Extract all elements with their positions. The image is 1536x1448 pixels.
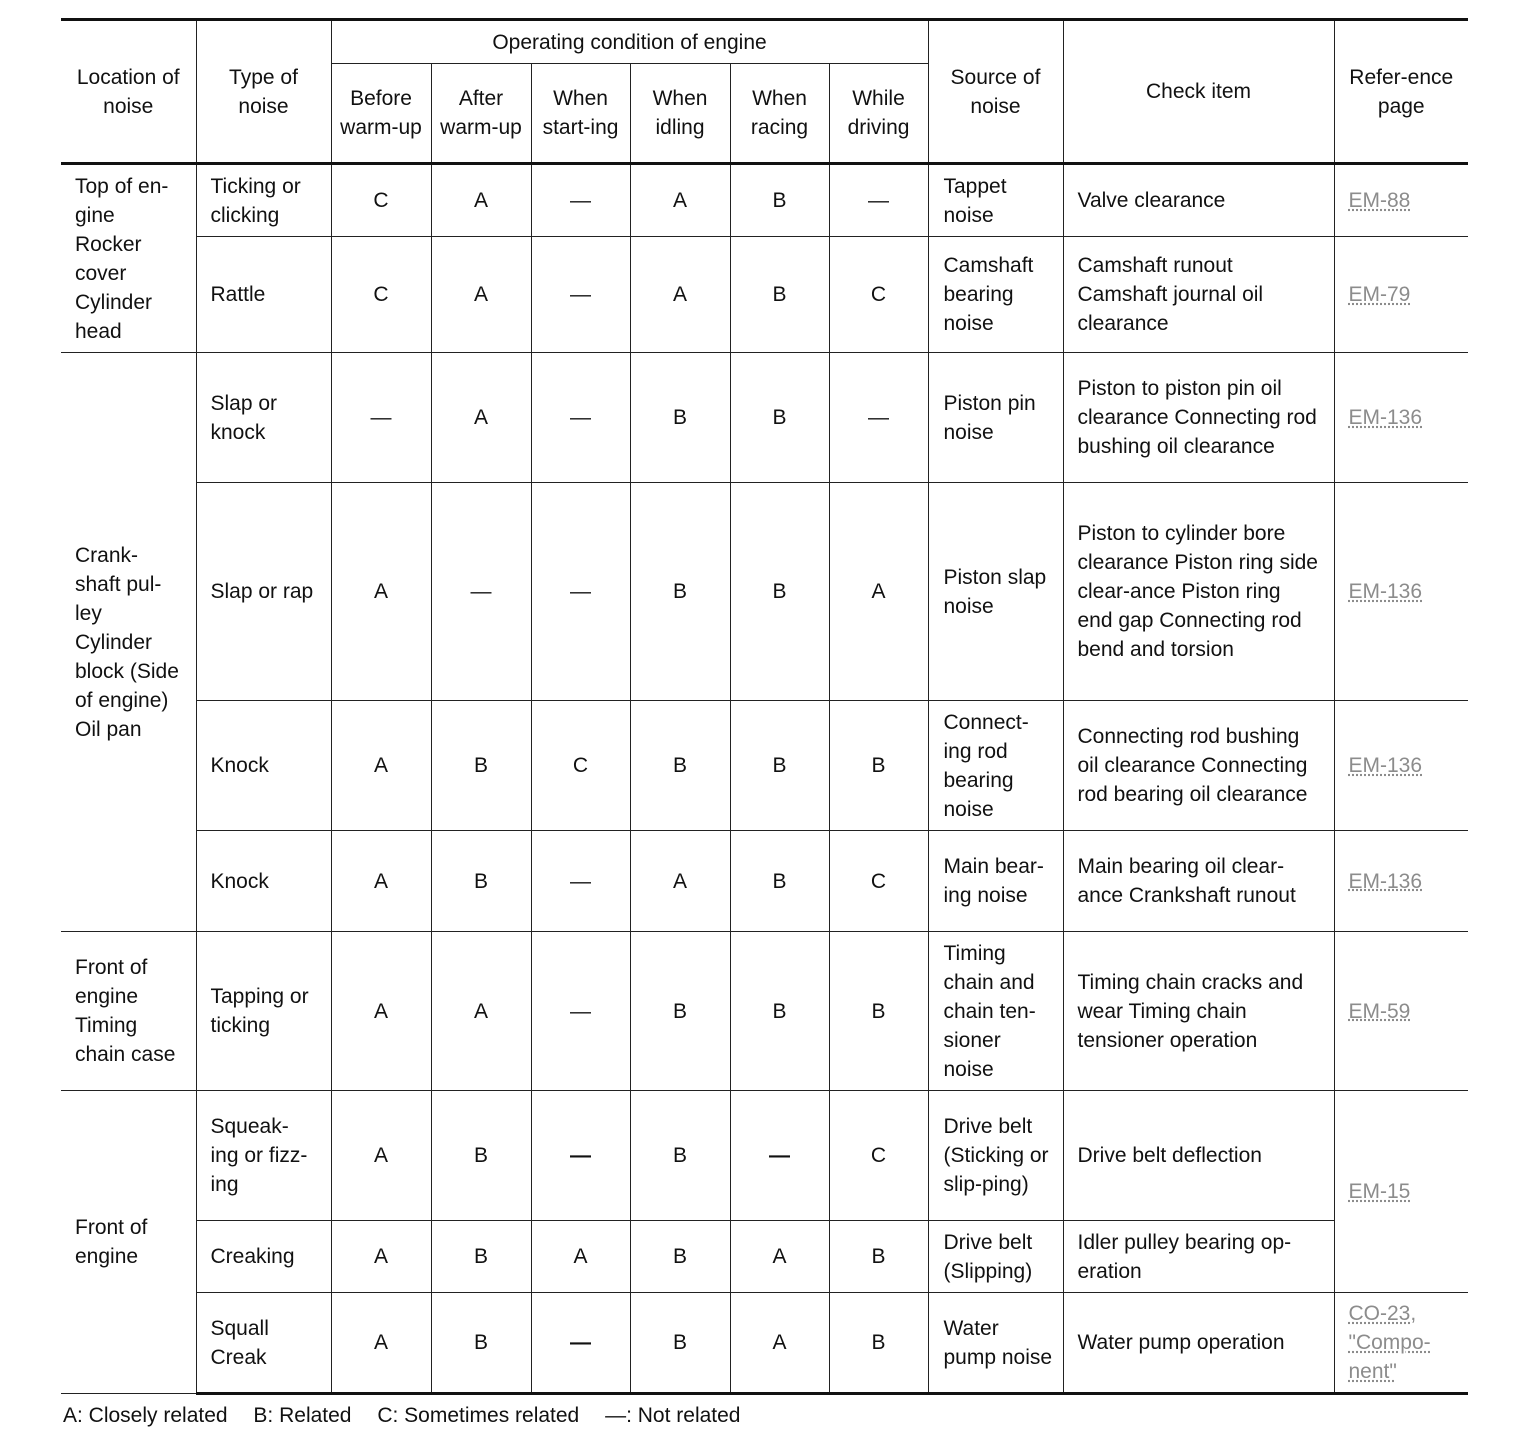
condition-value: B [730,831,829,932]
condition-value: A [331,932,431,1091]
legend-closely-related: A: Closely related [63,1404,228,1427]
table-row [61,353,1468,483]
reference-cell [1334,237,1468,353]
condition-value: C [829,237,928,353]
condition-value: B [630,1293,730,1394]
condition-value: B [829,1221,928,1293]
legend-related: B: Related [253,1404,352,1427]
noise-source-cell: Piston slap noise [928,483,1063,701]
noise-type-cell: Creaking [196,1221,331,1293]
reference-cell [1334,831,1468,932]
reference-link[interactable]: EM-59 [1348,999,1411,1023]
header-cond-after-warmup: After warm-up [431,64,531,164]
condition-value: — [531,932,630,1091]
condition-value: B [829,701,928,831]
table-row [61,1221,1468,1293]
condition-value: — [730,1091,829,1221]
table-row [61,164,1468,237]
condition-value: — [331,353,431,483]
condition-value: B [431,1221,531,1293]
condition-value: A [431,932,531,1091]
condition-value: B [630,483,730,701]
condition-value: B [730,483,829,701]
condition-value: — [531,483,630,701]
table-row [61,483,1468,701]
header-cond-when-idling: When idling [630,64,730,164]
noise-type-cell: Slap or knock [196,353,331,483]
condition-value: A [331,1091,431,1221]
check-item-cell: Water pump operation [1063,1293,1334,1394]
condition-value: B [730,237,829,353]
table-row [61,1091,1468,1221]
noise-type-cell: Knock [196,831,331,932]
noise-source-cell: Camshaft bearing noise [928,237,1063,353]
reference-link[interactable]: CO-23, "Compo-nent" [1348,1302,1431,1383]
noise-type-cell: Tapping or ticking [196,932,331,1091]
condition-value: B [431,701,531,831]
condition-value: A [630,237,730,353]
noise-type-cell: Squall Creak [196,1293,331,1394]
check-item-cell: Drive belt deflection [1063,1091,1334,1221]
reference-link[interactable]: EM-88 [1348,189,1411,212]
condition-value: C [331,164,431,237]
condition-value: A [431,353,531,483]
noise-type-cell: Squeak-ing or fizz-ing [196,1091,331,1221]
table-row [61,701,1468,831]
condition-value: B [730,164,829,237]
noise-type-cell: Knock [196,701,331,831]
legend [63,1402,761,1430]
reference-cell [1334,701,1468,831]
reference-cell [1334,1091,1468,1293]
condition-value: B [630,701,730,831]
condition-value: — [531,353,630,483]
noise-type-cell: Rattle [196,237,331,353]
table-row [61,831,1468,932]
legend-sometimes-related: C: Sometimes related [377,1404,580,1427]
table-row [61,237,1468,353]
condition-value: B [630,932,730,1091]
condition-value: B [431,1293,531,1394]
condition-value: A [531,1221,630,1293]
check-item-cell: Connecting rod bushing oil clearance Connecting rod bearing oil clearance [1063,701,1334,831]
condition-value: — [431,483,531,701]
location-cell: Front of engine [61,1091,196,1394]
check-item-cell: Valve clearance [1063,164,1334,237]
header-source: Source of noise [928,20,1063,164]
condition-value: A [331,483,431,701]
legend-not-related: —: Not related [605,1404,741,1427]
location-cell: Front of engine Timing chain case [61,932,196,1091]
reference-link[interactable]: EM-79 [1348,283,1411,306]
reference-cell [1334,483,1468,701]
condition-value: B [431,831,531,932]
reference-link[interactable]: EM-136 [1348,754,1423,777]
condition-value: A [431,237,531,353]
noise-source-cell: Drive belt (Slipping) [928,1221,1063,1293]
condition-value: A [730,1293,829,1394]
noise-type-cell: Ticking or clicking [196,164,331,237]
condition-value: C [531,701,630,831]
noise-source-cell: Drive belt (Sticking or slip-ping) [928,1091,1063,1221]
condition-value: A [331,1293,431,1394]
check-item-cell: Camshaft runout Camshaft journal oil clearance [1063,237,1334,353]
noise-source-cell: Water pump noise [928,1293,1063,1394]
header-cond-while-driving: While driving [829,64,928,164]
condition-value: B [630,353,730,483]
location-cell: Crank-shaft pul-ley Cylinder block (Side of engine) Oil pan [61,353,196,932]
header-operating-condition: Operating condition of engine [331,20,928,64]
check-item-cell: Main bearing oil clear-ance Crankshaft runout [1063,831,1334,932]
condition-value: B [829,932,928,1091]
condition-value: B [630,1221,730,1293]
condition-value: A [730,1221,829,1293]
noise-source-cell: Tappet noise [928,164,1063,237]
noise-type-cell: Slap or rap [196,483,331,701]
reference-cell [1334,164,1468,237]
condition-value: — [531,831,630,932]
condition-value: — [531,164,630,237]
condition-value: — [829,353,928,483]
reference-cell [1334,932,1468,1091]
reference-cell [1334,1293,1468,1394]
reference-link[interactable]: EM-136 [1348,406,1423,429]
condition-value: B [431,1091,531,1221]
noise-source-cell: Connect-ing rod bearing noise [928,701,1063,831]
header-check-item: Check item [1063,20,1334,164]
condition-value: A [829,483,928,701]
table-row [61,1293,1468,1394]
condition-value: C [829,831,928,932]
reference-link[interactable]: EM-136 [1348,869,1423,893]
condition-value: A [331,701,431,831]
condition-value: B [829,1293,928,1394]
header-cond-before-warmup: Before warm-up [331,64,431,164]
reference-cell [1334,353,1468,483]
header-cond-when-starting: When start-ing [531,64,630,164]
condition-value: — [531,1091,630,1221]
header-cond-when-racing: When racing [730,64,829,164]
condition-value: A [331,1221,431,1293]
condition-value: A [630,831,730,932]
condition-value: B [730,353,829,483]
condition-value: B [730,932,829,1091]
reference-link[interactable]: EM-136 [1348,580,1423,603]
check-item-cell: Piston to cylinder bore clearance Piston ring side clear-ance Piston ring end gap Connecting rod bend and torsion [1063,483,1334,701]
check-item-cell: Piston to piston pin oil clearance Connecting rod bushing oil clearance [1063,353,1334,483]
check-item-cell: Timing chain cracks and wear Timing chain tensioner operation [1063,932,1334,1091]
condition-value: — [829,164,928,237]
condition-value: C [829,1091,928,1221]
location-cell: Top of en-gine Rocker cover Cylinder head [61,164,196,353]
condition-value: A [331,831,431,932]
condition-value: B [730,701,829,831]
header-reference-page: Refer-ence page [1334,20,1468,164]
noise-diagnosis-table [61,18,1468,1395]
reference-link[interactable]: EM-15 [1348,1180,1411,1203]
condition-value: — [531,237,630,353]
noise-source-cell: Piston pin noise [928,353,1063,483]
condition-value: — [531,1293,630,1394]
noise-source-cell: Timing chain and chain ten-sioner noise [928,932,1063,1091]
noise-source-cell: Main bear-ing noise [928,831,1063,932]
table-row [61,932,1468,1091]
condition-value: A [630,164,730,237]
condition-value: B [630,1091,730,1221]
header-type: Type of noise [196,20,331,164]
condition-value: A [431,164,531,237]
header-location: Location of noise [61,20,196,164]
condition-value: C [331,237,431,353]
check-item-cell: Idler pulley bearing op-eration [1063,1221,1334,1293]
